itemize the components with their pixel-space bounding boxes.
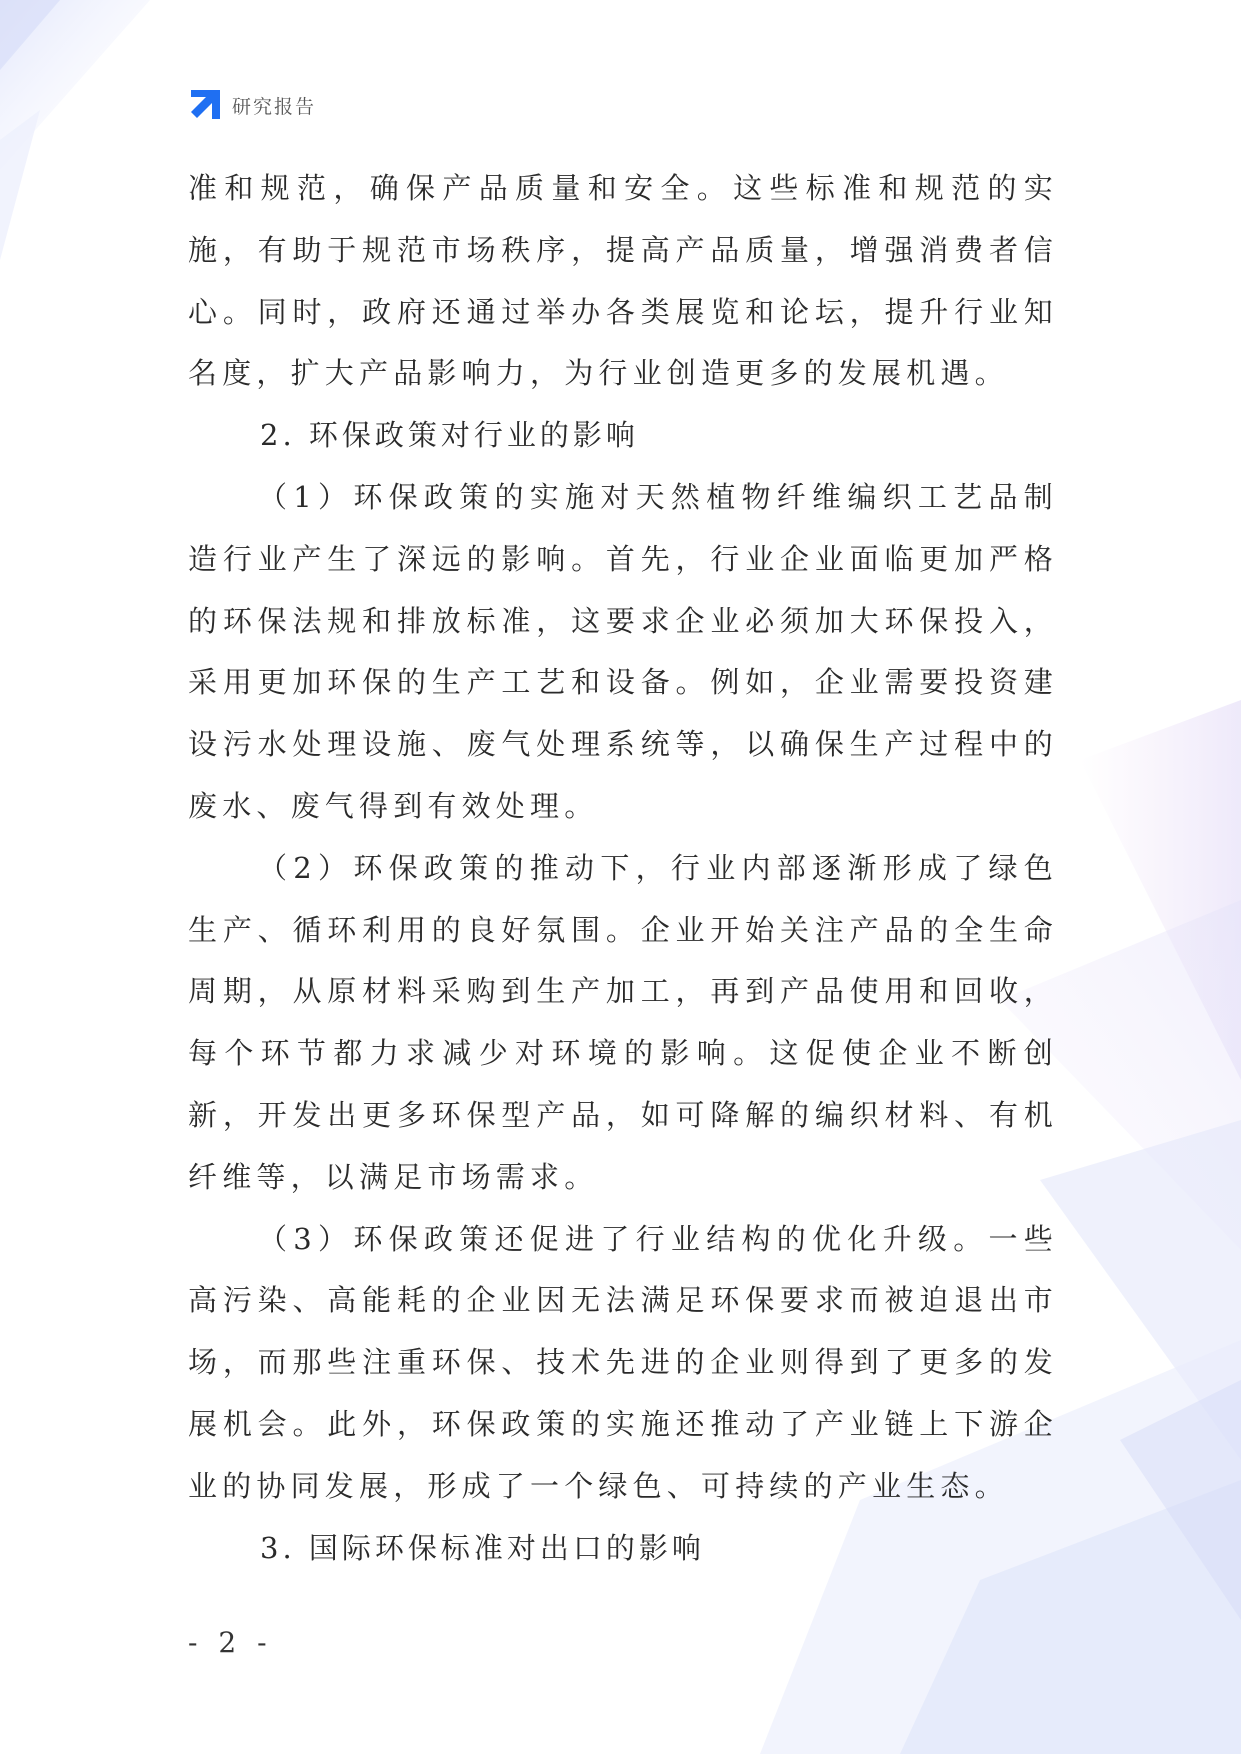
- paragraph-intro: 准和规范，确保产品质量和安全。这些标准和规范的实施，有助于规范市场秩序，提高产品质量，增强消费者信心。同时，政府还通过举办各类展览和论坛，提升行业知名度，扩大产品影响力，为行业创造更多的发展机遇。: [188, 171, 1058, 391]
- section-heading-2: 2. 环保政策对行业的影响: [260, 418, 639, 453]
- document-body: [188, 158, 1058, 1579]
- paragraph-1: （1）环保政策的实施对天然植物纤维编织工艺品制造行业产生了深远的影响。首先，行业企业面临更加严格的环保法规和排放标准，这要求企业必须加大环保投入，采用更加环保的生产工艺和设备。例如，企业需要投资建设污水处理设施、废气处理系统等，以确保生产过程中的废水、废气得到有效处理。: [188, 479, 1058, 823]
- arrow-logo-icon: [188, 88, 222, 122]
- section-heading-3: 3. 国际环保标准对出口的影响: [260, 1530, 705, 1565]
- header-label: 研究报告: [232, 95, 317, 118]
- page-number: - 2 -: [188, 1626, 273, 1659]
- paragraph-2: （2）环保政策的推动下，行业内部逐渐形成了绿色生产、循环利用的良好氛围。企业开始关注产品的全生命周期，从原材料采购到生产加工，再到产品使用和回收，每个环节都力求减少对环境的影响。这促使企业不断创新，开发出更多环保型产品，如可降解的编织材料、有机纤维等，以满足市场需求。: [188, 850, 1058, 1194]
- paragraph-3: （3）环保政策还促进了行业结构的优化升级。一些高污染、高能耗的企业因无法满足环保要求而被迫退出市场，而那些注重环保、技术先进的企业则得到了更多的发展机会。此外，环保政策的实施还推动了产业链上下游企业的协同发展，形成了一个绿色、可持续的产业生态。: [188, 1221, 1058, 1503]
- report-header: [188, 88, 316, 122]
